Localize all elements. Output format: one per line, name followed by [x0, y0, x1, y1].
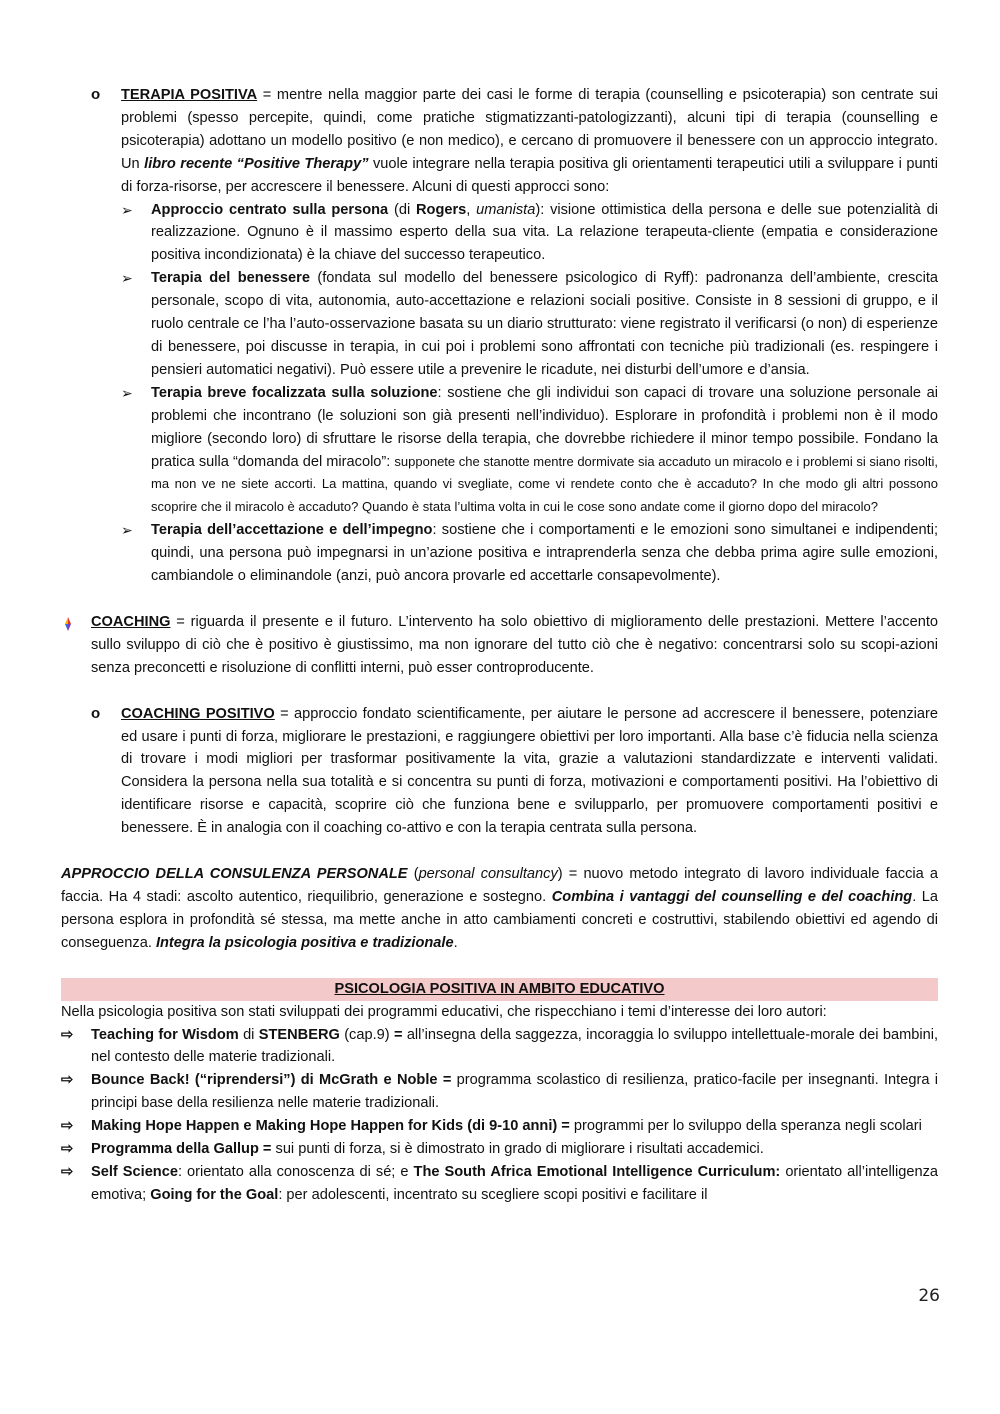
- approach-item: ➢ Terapia dell’accettazione e dell’impegno: sostiene che i comportamenti e le emozioni sono simultanei e indipendenti; quindi, una persona può impegnarsi in un’azione positiva e intraprenderla senza che debba prima agire sulle emozioni, cambiandole o eliminandole (anzi, può ancora provarle ed accettarle consapevolmente).: [61, 519, 938, 588]
- consulenza-paragraph: APPROCCIO DELLA CONSULENZA PERSONALE (personal consultancy) = nuovo metodo integrato di lavoro individuale faccia a faccia. Ha 4 stadi: ascolto autentico, riequilibrio, generazione e sostegno. Combina i vantaggi del counselling e del coaching. La persona esplora in profondità sé stessa, ma mette anche in atto cambiamenti concreti e costruttivi, stabilendo obiettivi ed agendo di conseguenza. Integra la psicologia positiva e tradizionale.: [61, 866, 939, 951]
- section-heading: PSICOLOGIA POSITIVA IN AMBITO EDUCATIVO: [61, 978, 938, 1001]
- positive-therapy-book: libro recente “Positive Therapy”: [144, 155, 369, 172]
- miracle-question: supponete che stanotte mentre dormivate sia accaduto un miracolo e i problemi si siano risolti, ma non ve ne siete accorti. La mattina, quando vi svegliate, come vi rendete conto che è accaduto? In che modo gli altri possono scoprire che il miracolo è accaduto? Quando è stata l’ultima volta in cui le cose sono andate come il giorno dopo del miracolo?: [151, 453, 938, 515]
- approach-item: ➢ Terapia del benessere (fondata sul modello del benessere psicologico di Ryff): padronanza dell’ambiente, crescita personale, scopo di vita, autonomia, auto-accettazione e relazioni sociali positive. Consiste in 8 sessioni di gruppo, e il ruolo centrale ce l’ha l’auto-osservazione basata su un diario strutturato: viene registrato il verificarsi (o non) di esperienze di benessere, poi discusse in terapia, in cui poi i problemi sono affrontati con tecniche più tradizionali (es. respingere i pensieri automatici negativi). Può essere utile a prevenire le ricadute, nei disturbi dell’umore e d’ansia.: [61, 267, 938, 382]
- page-number: 26: [918, 1286, 940, 1306]
- outline-arrow-bullet-icon: ⇨: [61, 1072, 74, 1089]
- arrowhead-bullet-icon: ➢: [121, 522, 133, 539]
- coaching-title: COACHING: [91, 613, 171, 630]
- approach-item: ➢ Approccio centrato sulla persona (di Rogers, umanista): visione ottimistica della persona e delle sue potenzialità di realizzazione. Ognuno è il massimo esperto della sua vita. La relazione terapeuta-cliente (empatia e considerazione positiva incondizionata) è la chiave del successo terapeutico.: [61, 199, 938, 268]
- terapia-positiva-title: TERAPIA POSITIVA: [121, 87, 258, 103]
- coaching-positivo-item: o COACHING POSITIVO = approccio fondato scientificamente, per aiutare le persone ad accrescere il benessere, potenziare ed usare i punti di forza, migliorare le prestazioni, e raggiungere obiettivi per loro importanti. Alla base c’è fiducia nella scienza di trovare i modi migliori per trasformar positivamente la vita, grazie a valutazioni standardizzate e interventi validati. Considera la persona nella sua totalità e si concentra su punti di forza, motivazioni e comportamenti positivi. Ha l’obiettivo di identificare risorse e capacità, scoprire ciò che funziona bene e svilupparlo, per promuovere comportamenti positivi e benessere. È in analogia con il coaching co-attivo e con la terapia centrata sulla persona.: [91, 704, 939, 837]
- circle-bullet-icon: o: [91, 86, 101, 103]
- educativo-intro: Nella psicologia positiva son stati sviluppati dei programmi educativi, che rispecchiano i temi d’interesse dei loro autori:: [61, 1003, 827, 1020]
- coaching-positivo-title: COACHING POSITIVO: [121, 705, 275, 722]
- arrowhead-bullet-icon: ➢: [121, 384, 133, 401]
- outline-arrow-bullet-icon: ⇨: [61, 1141, 74, 1158]
- program-item: ⇨ Teaching for Wisdom di STENBERG (cap.9) = all’insegna della saggezza, incoraggia lo sviluppo intellettuale-morale dei bambini, nel contesto delle materie tradizionali.: [61, 1024, 938, 1070]
- terapia-positiva-item: o TERAPIA POSITIVA = mentre nella maggior parte dei casi le forme di terapia (counselling e psicoterapia) son centrate sui problemi (spesso percepite, quindi, come pratiche stigmatizzanti-patologizzanti), alcuni tipi di terapia (counselling e psicoterapia) adottano un modello positivo (e non medico), e cercano di promuovere il benessere con un approccio integrato. Un libro recente “Positive Therapy” vuole integrare nella terapia positiva gli orientamenti terapeutici utili a sviluppare i punti di forza-risorse, per accrescere il benessere. Alcuni di questi approcci sono:: [91, 86, 938, 195]
- program-item: ⇨ Bounce Back! (“riprendersi”) di McGrath e Noble = programma scolastico di resilienza, pratico-facile per insegnanti. Integra i principi base della resilienza nelle materie tradizionali.: [61, 1069, 938, 1115]
- outline-arrow-bullet-icon: ⇨: [61, 1026, 74, 1043]
- outline-arrow-bullet-icon: ⇨: [61, 1163, 74, 1180]
- arrowhead-bullet-icon: ➢: [121, 270, 133, 287]
- colorful-diamond-bullet-icon: [61, 616, 75, 630]
- program-item: ⇨ Self Science: orientato alla conoscenza di sé; e The South Africa Emotional Intelligence Curriculum: orientato all’intelligenza emotiva; Going for the Goal: per adolescenti, incentrato su scegliere scopi positivi e facilitare il: [61, 1161, 938, 1207]
- arrowhead-bullet-icon: ➢: [121, 201, 133, 218]
- approach-item: ➢ Terapia breve focalizzata sulla soluzione: sostiene che gli individui son capaci di trovare una soluzione personale ai problemi che incontrano (le soluzioni son già presenti nell’individuo). Esplorare in profondità i problemi non è il modo migliore (secondo loro) di sfruttare le risorse della terapia, che dovrebbe richiedere il minor tempo possibile. Fondano la pratica sulla “domanda del miracolo”: supponete che stanotte mentre dormivate sia accaduto un miracolo e i problemi si siano risolti, ma non ve ne siete accorti. La mattina, quando vi svegliate, come vi rendete conto che è accaduto? In che modo gli altri possono scoprire che il miracolo è accaduto? Quando è stata l’ultima volta in cui le cose sono andate come il giorno dopo del miracolo?: [61, 382, 938, 519]
- program-item: ⇨ Making Hope Happen e Making Hope Happen for Kids (di 9-10 anni) = programmi per lo sviluppo della speranza negli scolari: [61, 1115, 938, 1138]
- consulenza-title: APPROCCIO DELLA CONSULENZA PERSONALE: [61, 866, 408, 883]
- outline-arrow-bullet-icon: ⇨: [61, 1118, 74, 1135]
- program-item: ⇨ Programma della Gallup = sui punti di forza, si è dimostrato in grado di migliorare i risultati accademici.: [61, 1138, 938, 1161]
- circle-bullet-icon: o: [91, 704, 101, 722]
- coaching-item: COACHING = riguarda il presente e il futuro. L’intervento ha solo obiettivo di miglioramento delle prestazioni. Mettere l’accento sullo sviluppo di ciò che è positivo è giustissimo, ma non ignorare del tutto ciò che è negativo: concentrarsi solo su scopi-azioni senza preconcetti e risoluzione di conflitti interni, può esser controproducente.: [61, 611, 938, 680]
- page-body: [61, 84, 938, 1207]
